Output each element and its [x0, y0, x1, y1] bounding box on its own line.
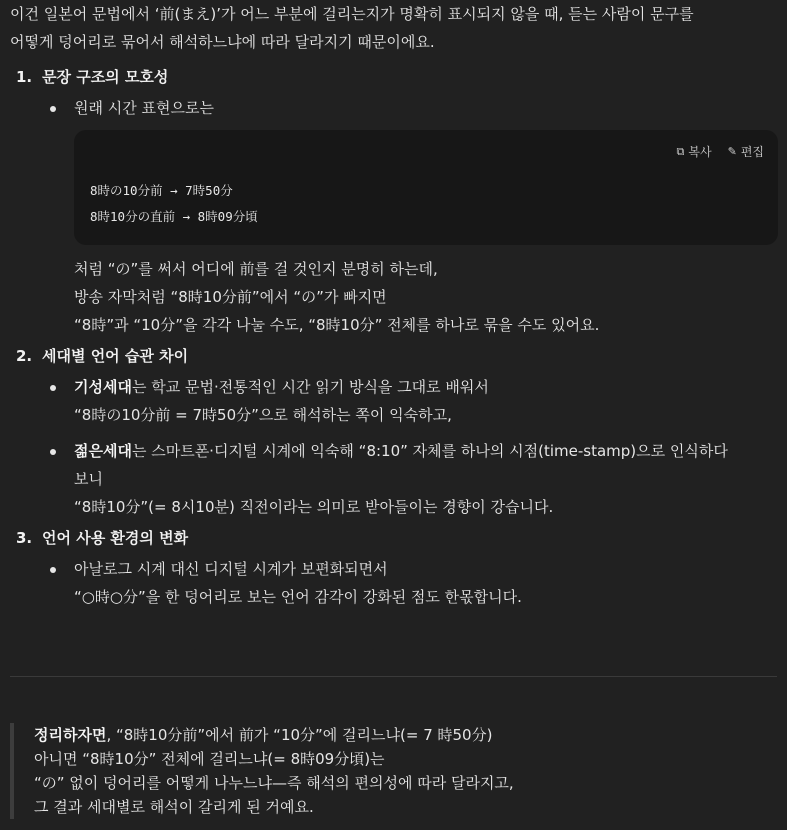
- summary-line: “の” 없이 덩어리를 어떻게 나누느냐—즉 해석의 편의성에 따라 달라지고,: [34, 774, 514, 792]
- bullet-text: [74, 373, 780, 401]
- body-line: 처럼 “の”를 써서 어디에 前를 걸 것인지 분명히 하는데,: [74, 260, 438, 278]
- bullet-text: [74, 437, 780, 465]
- section-environment: [10, 521, 780, 611]
- section-heading: [16, 60, 780, 94]
- section-title: 세대별 언어 습관 차이: [42, 347, 189, 365]
- code-line: 8時10分の直前 → 8時09分頃: [90, 209, 258, 224]
- intro-line: 어떻게 덩어리로 묶어서 해석하느냐에 따라 달라지기 때문이에요.: [10, 33, 435, 51]
- intro-paragraph: [10, 0, 780, 56]
- list-item: [10, 437, 780, 521]
- summary-line: 그 결과 세대별로 해석이 갈리게 된 거예요.: [34, 798, 314, 816]
- bullet-list: [10, 373, 780, 521]
- pencil-icon: ✎: [727, 145, 737, 158]
- section-number: 1.: [16, 68, 33, 86]
- intro-line: 이건 일본어 문법에서 ‘前(まえ)’가 어느 부분에 걸리는지가 명확히 표시되지 않을 때, 듣는 사람이 문구를: [10, 5, 694, 23]
- bullet-dot-icon: [50, 449, 56, 455]
- code-content[interactable]: [90, 178, 258, 230]
- section-title: 문장 구조의 모호성: [42, 68, 169, 86]
- code-line: 8時の10分前 → 7時50分: [90, 183, 233, 198]
- section-title: 언어 사용 환경의 변화: [42, 529, 189, 547]
- bullet-text: 원래 시간 표현으로는: [74, 99, 214, 117]
- bullet-rest: 는 스마트폰·디지털 시계에 익숙해 “8:10” 자체를 하나의 시점(time-stamp)으로 인식하다: [131, 442, 728, 460]
- list-item: [10, 94, 780, 122]
- section-body: [10, 255, 780, 339]
- list-item: [10, 555, 780, 611]
- edit-label: 편집: [740, 145, 764, 159]
- section-number: 2.: [16, 347, 33, 365]
- copy-button[interactable]: [677, 138, 712, 166]
- copy-label: 복사: [688, 145, 712, 159]
- assistant-message: [10, 0, 780, 611]
- summary-line: [34, 723, 787, 747]
- list-item: [10, 373, 780, 429]
- bullet-list: [10, 94, 780, 122]
- bullet-dot-icon: [50, 106, 56, 112]
- bullet-line: “8時の10分前 = 7時50分”으로 해석하는 쪽이 익숙하고,: [74, 406, 452, 424]
- bold-term: 기성세대: [74, 378, 132, 396]
- bold-term: 젊은세대: [74, 442, 132, 460]
- section-heading: [16, 339, 780, 373]
- bullet-list: [10, 555, 780, 611]
- body-line: 방송 자막처럼 “8時10分前”에서 “の”가 빠지면: [74, 288, 387, 306]
- code-actions: [677, 138, 764, 166]
- bullet-line: “8時10分”(= 8시10분) 직전이라는 의미로 받아들이는 경향이 강습니다.: [74, 498, 554, 516]
- section-generation: [10, 339, 780, 521]
- bullet-rest: 는 학교 문법·전통적인 시간 읽기 방식을 그대로 배워서: [131, 378, 489, 396]
- edit-button[interactable]: [728, 138, 764, 166]
- copy-icon: ⧉: [676, 145, 685, 158]
- section-structure: [10, 60, 780, 339]
- bullet-text: 아날로그 시계 대신 디지털 시계가 보편화되면서: [74, 560, 388, 578]
- divider: [10, 676, 777, 677]
- section-number: 3.: [16, 529, 33, 547]
- summary-quote: [10, 723, 787, 819]
- body-line: “8時”과 “10分”을 각각 나눌 수도, “8時10分” 전체를 하나로 묶을 수도 있어요.: [74, 316, 600, 334]
- bullet-line: 보니: [74, 470, 103, 488]
- summary-line: 아니면 “8時10分” 전체에 걸리느냐(= 8時09分頃)는: [34, 750, 385, 768]
- code-block: [74, 130, 778, 245]
- bullet-dot-icon: [50, 385, 56, 391]
- bullet-line: “○時○分”을 한 덩어리로 보는 언어 감각이 강화된 점도 한몫합니다.: [74, 588, 522, 606]
- summary-rest: , “8時10分前”에서 前가 “10分”에 걸리느냐(= 7 時50分): [106, 726, 493, 744]
- bullet-dot-icon: [50, 567, 56, 573]
- bold-term: 정리하자면: [34, 726, 107, 744]
- section-list: [10, 60, 780, 611]
- section-heading: [16, 521, 780, 555]
